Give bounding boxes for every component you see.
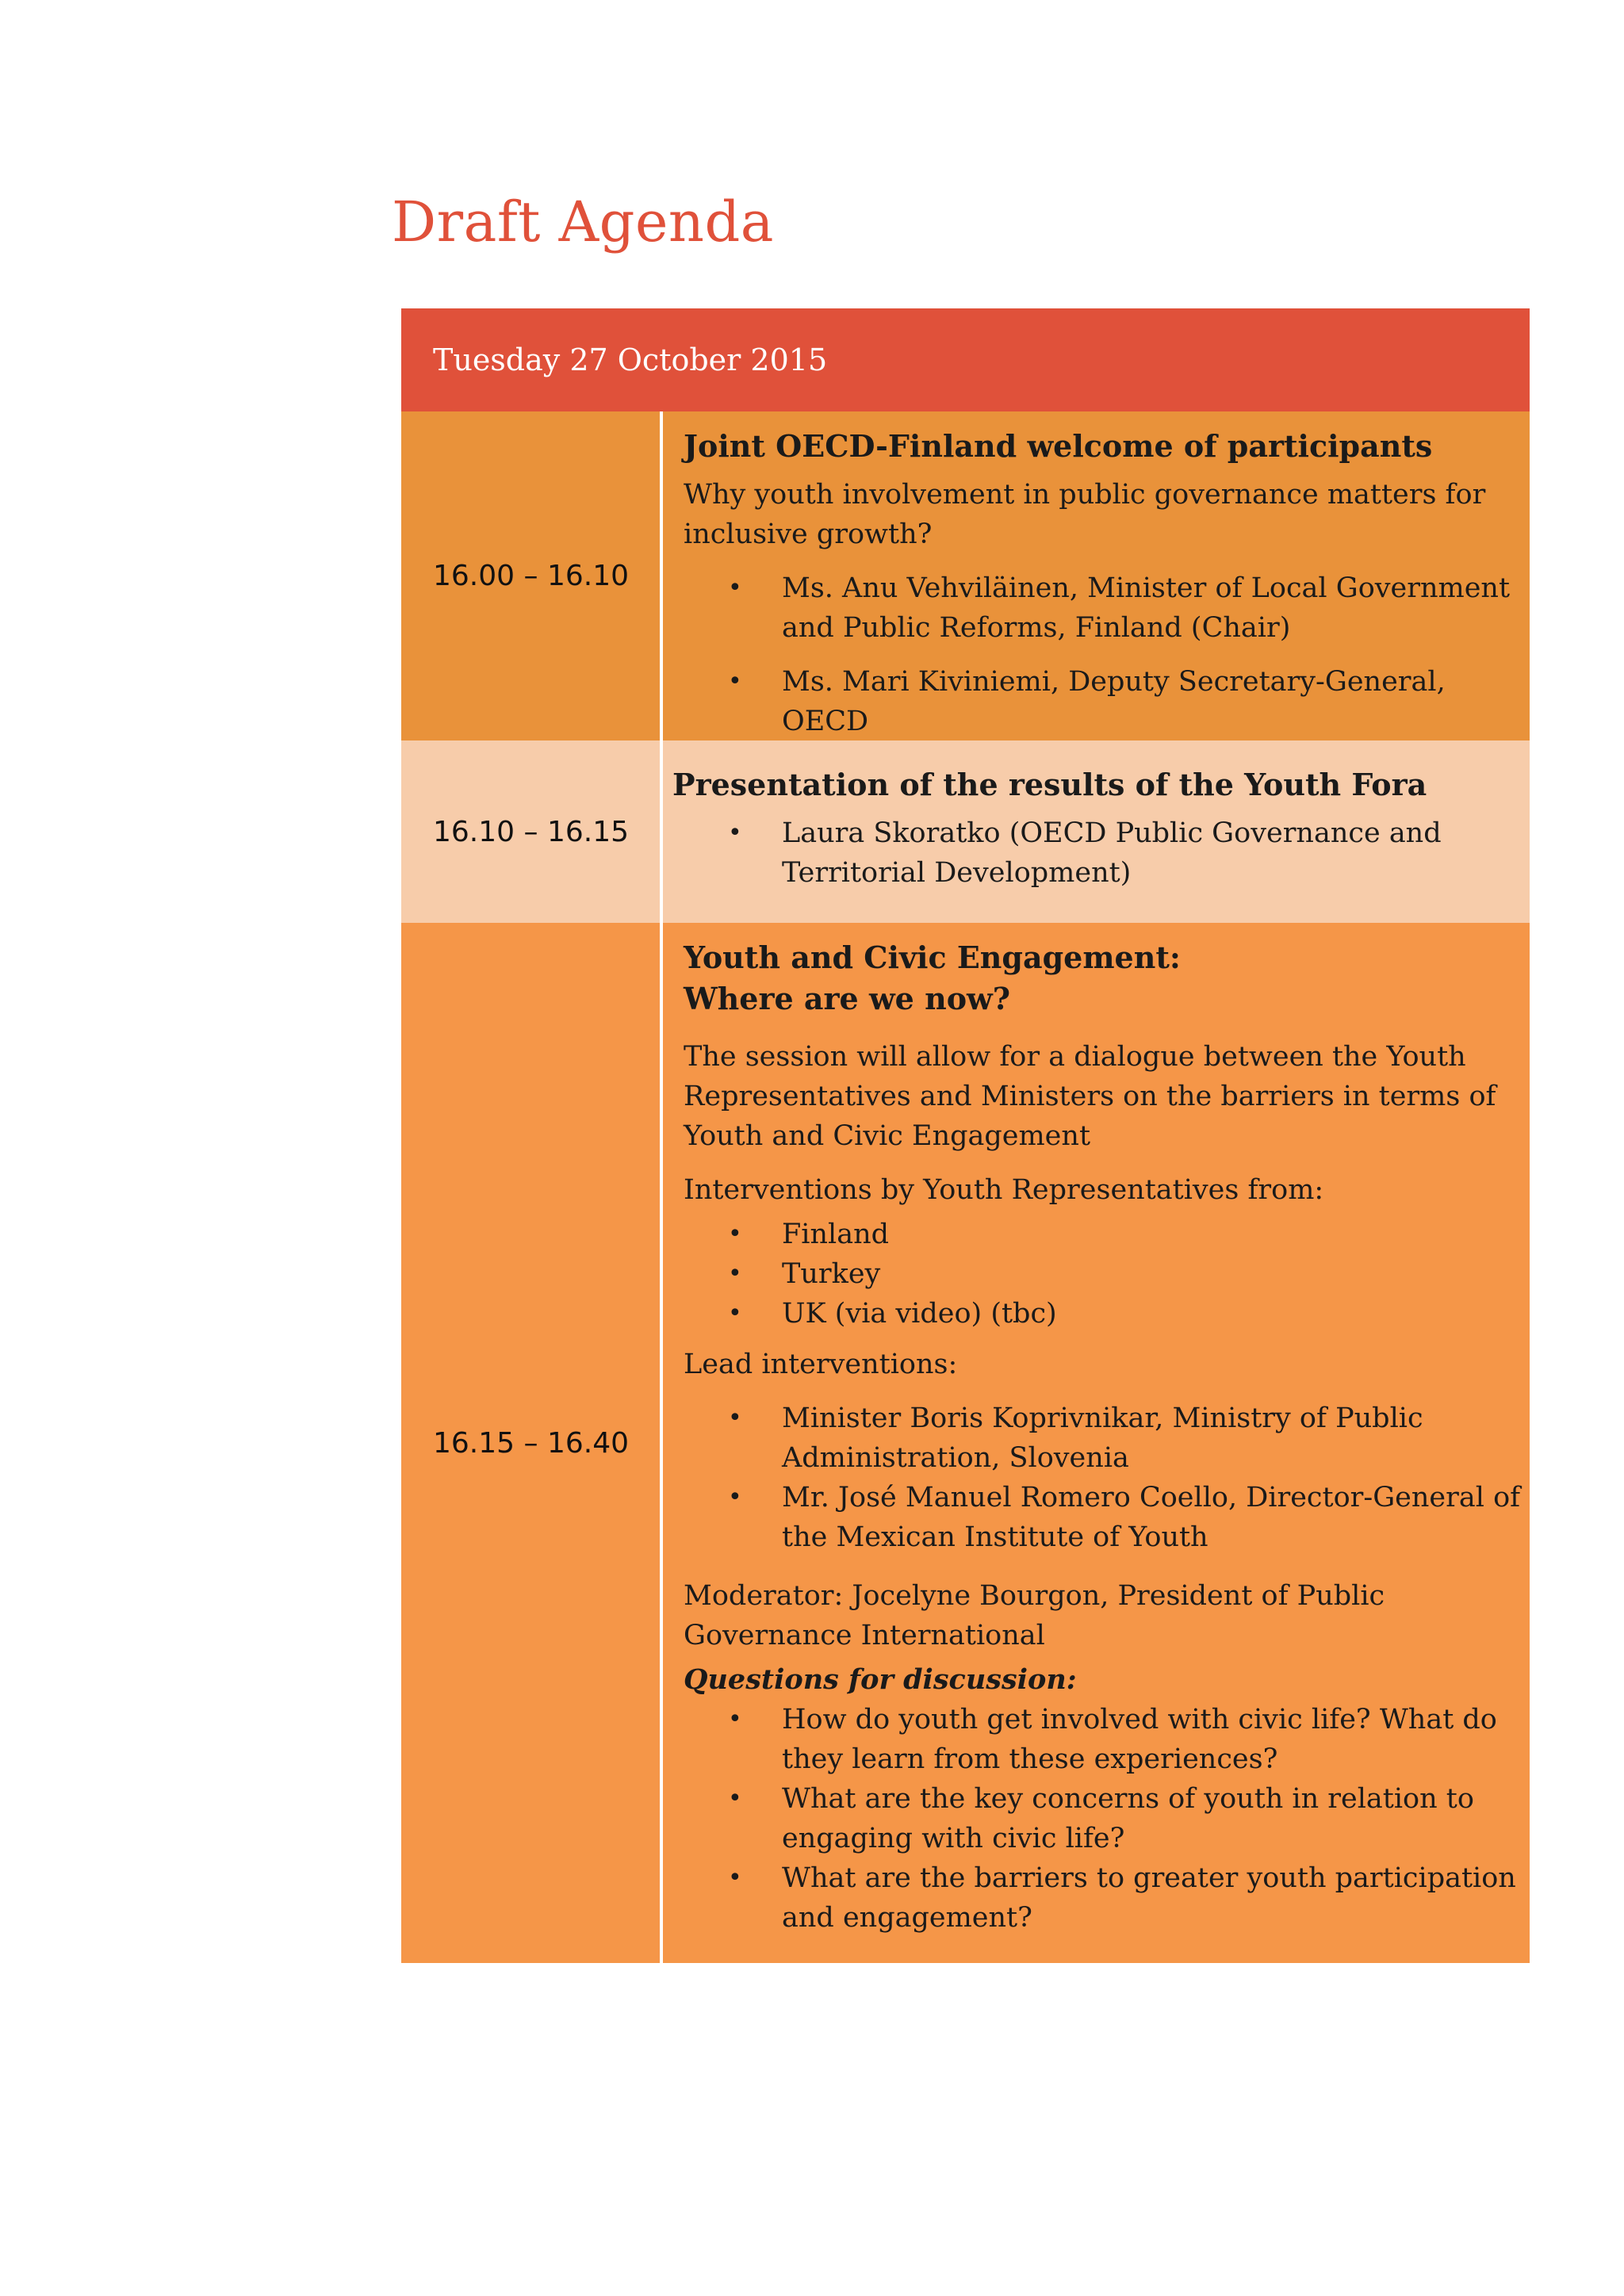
list-item: • How do youth get involved with civic life? What do they learn from these experiences? [728,1700,1530,1779]
date-header: Tuesday 27 October 2015 [401,308,1530,411]
lead-label: Lead interventions: [684,1349,958,1380]
list-item: • What are the key concerns of youth in relation to engaging with civic life? [728,1779,1530,1858]
list-item: • Ms. Anu Vehviläinen, Minister of Local Government and Public Reforms, Finland (Chair) [728,568,1530,648]
questions-label: Questions for discussion: [684,1663,1077,1696]
agenda-table [401,308,1530,1963]
list-item: • UK (via video) (tbc) [728,1294,1530,1334]
speaker-list [672,813,1530,893]
session-content [663,923,1530,1963]
country-list [684,1215,1530,1334]
session-title: Presentation of the results of the Youth Fora [672,767,1427,802]
agenda-row [401,411,1530,740]
session-title: Youth and Civic Engagement: [684,939,1181,975]
list-item: • Laura Skoratko (OECD Public Governance and Territorial Development) [728,813,1530,893]
list-item: • Mr. José Manuel Romero Coello, Director-General of the Mexican Institute of Youth [728,1478,1530,1557]
question-list [684,1700,1530,1938]
session-description: The session will allow for a dialogue between the Youth Representatives and Ministers on the barriers in terms of Youth and Civic Engagement [684,1041,1496,1152]
session-intro: Why youth involvement in public governance matters for inclusive growth? [684,479,1486,550]
speaker-list [684,568,1530,741]
list-item: • Finland [728,1215,1530,1254]
session-content [663,411,1530,740]
list-item: • Turkey [728,1254,1530,1294]
session-subtitle: Where are we now? [684,981,1011,1016]
session-time: 16.00 – 16.10 [401,411,663,740]
list-item: • Minister Boris Koprivnikar, Ministry of Public Administration, Slovenia [728,1399,1530,1478]
session-time: 16.10 – 16.15 [401,740,663,923]
session-time: 16.15 – 16.40 [401,923,663,1963]
agenda-row [401,740,1530,923]
document-title: Draft Agenda [392,189,775,254]
session-content [663,740,1530,923]
moderator: Moderator: Jocelyne Bourgon, President of Public Governance International [684,1580,1385,1651]
list-item: • What are the barriers to greater youth participation and engagement? [728,1858,1530,1938]
lead-speaker-list [684,1399,1530,1557]
interventions-label: Interventions by Youth Representatives from: [684,1174,1324,1206]
session-title: Joint OECD-Finland welcome of participants [684,428,1433,464]
agenda-row [401,923,1530,1963]
list-item: • Ms. Mari Kiviniemi, Deputy Secretary-General, OECD [728,662,1530,741]
